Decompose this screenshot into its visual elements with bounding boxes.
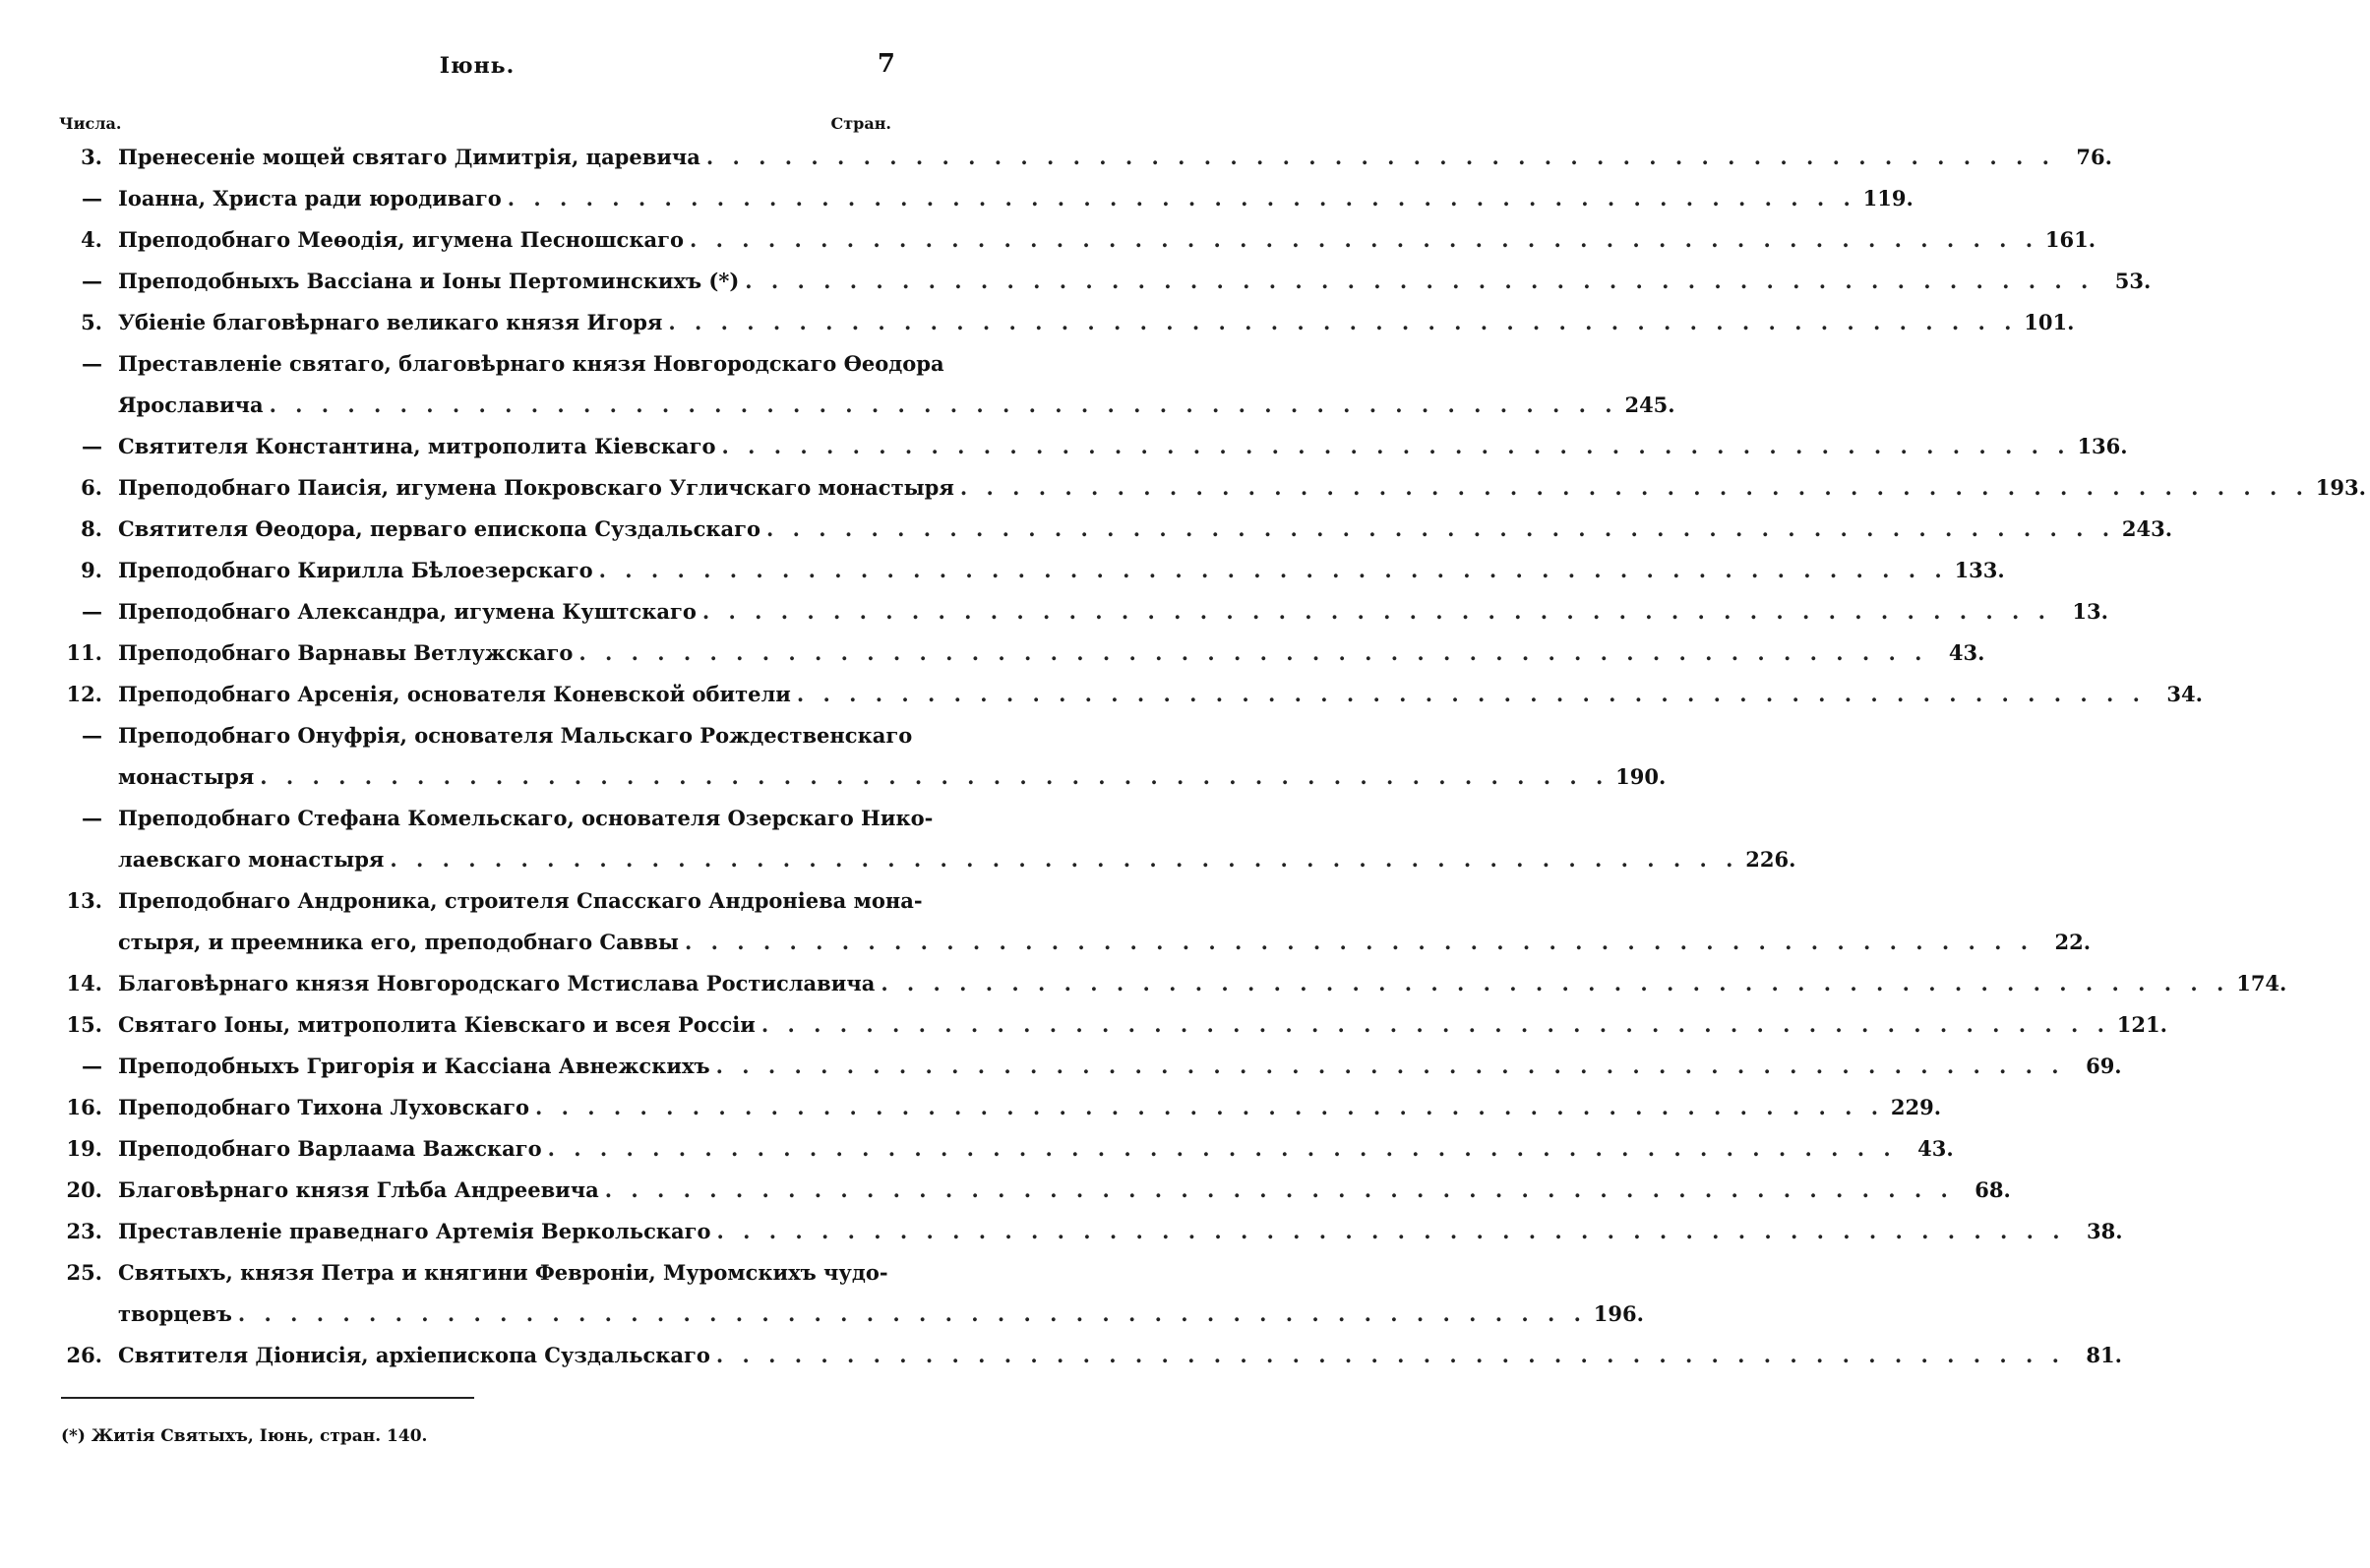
toc-entry (59, 590, 2108, 632)
column-heading-page: Стран. (830, 114, 891, 133)
entry-title: Святителя Діонисія, архіепископа Суздальскаго (118, 1342, 710, 1367)
dot-leader (797, 682, 2146, 706)
entry-day: 5. (81, 309, 102, 334)
footnote: (*) Житія Святыхъ, Іюнь, стран. 140. (61, 1426, 428, 1446)
entry-day: 6. (81, 474, 102, 500)
toc-entry (59, 136, 2112, 177)
dot-leader (548, 1136, 1897, 1161)
entry-line (59, 218, 2097, 260)
dot-leader (766, 516, 2115, 541)
entry-line (59, 1127, 1954, 1169)
toc-entry (59, 549, 2005, 590)
column-headings (59, 114, 895, 136)
entry-page-number: 13. (2072, 598, 2108, 624)
entry-title: Пренесеніе мощей святаго Димитрія, царевича (118, 144, 700, 169)
dot-leader (761, 1012, 2110, 1037)
entry-page-number: 245. (1624, 392, 1675, 417)
running-head (59, 47, 895, 87)
dot-leader (535, 1095, 1884, 1119)
entry-continuation-line (59, 384, 1675, 425)
entry-page-number: 229. (1890, 1094, 1942, 1119)
entry-line (59, 797, 934, 838)
toc-entry (59, 301, 2075, 342)
dot-leader (260, 764, 1609, 789)
entry-continuation-line (59, 755, 1667, 797)
dot-leader (270, 392, 1618, 417)
entry-day: 19. (66, 1135, 102, 1161)
entry-title: Святыхъ, князя Петра и княгини Февроніи, Муромскихъ чудо- (118, 1259, 888, 1285)
entry-page-number: 53. (2114, 268, 2152, 293)
entry-line (59, 1334, 2122, 1375)
dot-leader (717, 1219, 2066, 1243)
entry-page-number: 43. (1917, 1135, 1954, 1161)
dot-leader (599, 558, 1948, 582)
entry-day: — (82, 1053, 102, 1078)
entry-day: — (82, 805, 102, 830)
entry-line (59, 301, 2075, 342)
dot-leader (960, 475, 2309, 500)
toc-entry (59, 260, 2152, 301)
toc-entry (59, 466, 2366, 508)
entry-title: Преподобныхъ Григорія и Кассіана Авнежскихъ (118, 1053, 710, 1078)
entry-day: 15. (66, 1011, 102, 1037)
entry-page-number: 22. (2054, 929, 2092, 954)
dot-leader (508, 186, 1856, 211)
entry-title: Преподобнаго Паисія, игумена Покровскаго Угличскаго монастыря (118, 474, 954, 500)
entry-page-number: 43. (1948, 639, 1985, 665)
entry-day: 11. (66, 639, 102, 665)
entry-day: 23. (66, 1218, 102, 1243)
entry-line (59, 1169, 2011, 1210)
entry-page-number: 68. (1975, 1176, 2011, 1202)
entry-title: стыря, и преемника его, преподобнаго Саввы (118, 929, 679, 954)
entry-title: Іоанна, Христа ради юродиваго (118, 185, 502, 211)
entry-page-number: 136. (2077, 433, 2128, 458)
dot-leader (238, 1301, 1587, 1326)
dot-leader (605, 1177, 1954, 1202)
dot-leader (722, 434, 2071, 458)
entry-page-number: 121. (2116, 1011, 2167, 1037)
entry-day: 9. (81, 557, 102, 582)
dot-leader (881, 971, 2229, 995)
entry-title: Святаго Іоны, митрополита Кіевскаго и всея Россіи (118, 1011, 756, 1037)
entry-line (59, 962, 2287, 1003)
entry-page-number: 161. (2044, 226, 2097, 252)
dot-leader (685, 930, 2034, 954)
entry-continuation-line (59, 838, 1796, 879)
entry-day: 8. (81, 515, 102, 541)
entry-continuation-line (59, 921, 2092, 962)
entry-day: 14. (66, 970, 102, 995)
entry-page-number: 119. (1862, 185, 1914, 211)
footnote-rule (61, 1397, 474, 1399)
toc-entry (59, 879, 2092, 962)
entry-line (59, 673, 2203, 714)
entry-day: — (82, 185, 102, 211)
toc-entry (59, 1045, 2122, 1086)
entry-page-number: 196. (1593, 1300, 1644, 1326)
dot-leader (745, 269, 2094, 293)
entry-title: Святителя Ѳеодора, перваго епископа Суздальскаго (118, 515, 760, 541)
entry-title: творцевъ (118, 1300, 232, 1326)
entry-page-number: 243. (2121, 515, 2173, 541)
toc-entry (59, 1334, 2122, 1375)
column-heading-day: Числа. (59, 114, 122, 133)
entry-title: Святителя Константина, митрополита Кіевскаго (118, 433, 716, 458)
toc-entry (59, 1127, 1954, 1169)
entry-title: Благовѣрнаго князя Новгородскаго Мстислава Ростиславича (118, 970, 876, 995)
entry-title: Преставленіе праведнаго Артемія Веркольскаго (118, 1218, 711, 1243)
entry-title: Преставленіе святаго, благовѣрнаго князя Новгородскаго Ѳеодора (118, 350, 944, 376)
dot-leader (706, 145, 2055, 169)
entry-line (59, 1003, 2167, 1045)
toc-entry (59, 673, 2203, 714)
dot-leader (668, 310, 2017, 334)
table-of-contents (59, 136, 2366, 1375)
entry-title: монастыря (118, 763, 255, 789)
entry-line (59, 466, 2366, 508)
dot-leader (702, 599, 2051, 624)
entry-line (59, 177, 1914, 218)
toc-entry (59, 632, 1985, 673)
toc-entry (59, 177, 1914, 218)
section-title: Іюнь. (439, 53, 516, 79)
entry-title: Преподобнаго Арсенія, основателя Коневской обители (118, 681, 791, 706)
entry-day: — (82, 722, 102, 748)
entry-line (59, 425, 2128, 466)
dot-leader (690, 227, 2038, 252)
toc-entry (59, 342, 1675, 425)
entry-line (59, 1086, 1942, 1127)
entry-title: Преподобнаго Стефана Комельскаго, основателя Озерскаго Нико- (118, 805, 934, 830)
toc-entry (59, 508, 2173, 549)
entry-page-number: 76. (2076, 144, 2112, 169)
dot-leader (716, 1343, 2065, 1367)
entry-title: Преподобнаго Александра, игумена Куштскаго (118, 598, 697, 624)
entry-title: Убіеніе благовѣрнаго великаго князя Игоря (118, 309, 663, 334)
toc-entry (59, 1169, 2011, 1210)
entry-line (59, 714, 913, 755)
entry-page-number: 38. (2087, 1218, 2123, 1243)
entry-page-number: 190. (1615, 763, 1667, 789)
entry-title: Ярославича (118, 392, 264, 417)
entry-page-number: 69. (2086, 1053, 2122, 1078)
toc-entry (59, 425, 2128, 466)
entry-day: 25. (66, 1259, 102, 1285)
entry-day: 20. (66, 1176, 102, 1202)
toc-entry (59, 1086, 1942, 1127)
entry-line (59, 549, 2005, 590)
entry-title: Преподобнаго Варнавы Ветлужскаго (118, 639, 574, 665)
entry-title: Преподобнаго Меѳодія, игумена Песношскаго (118, 226, 684, 252)
toc-entry (59, 1251, 1644, 1334)
entry-title: лаевскаго монастыря (118, 846, 385, 872)
entry-page-number: 101. (2024, 309, 2075, 334)
entry-day: — (82, 433, 102, 458)
entry-day: 13. (66, 887, 102, 913)
entry-title: Преподобныхъ Вассіана и Іоны Пертоминскихъ (*) (118, 268, 740, 293)
dot-leader (578, 640, 1927, 665)
toc-entry (59, 1003, 2167, 1045)
entry-day: — (82, 350, 102, 376)
entry-page-number: 81. (2086, 1342, 2122, 1367)
entry-page-number: 193. (2315, 474, 2366, 500)
entry-page-number: 226. (1745, 846, 1796, 872)
entry-title: Благовѣрнаго князя Глѣба Андреевича (118, 1176, 599, 1202)
toc-entry (59, 1210, 2123, 1251)
dot-leader (716, 1054, 2065, 1078)
entry-line (59, 632, 1985, 673)
entry-day: — (82, 268, 102, 293)
entry-title: Преподобнаго Тихона Луховскаго (118, 1094, 530, 1119)
toc-entry (59, 218, 2097, 260)
entry-page-number: 133. (1954, 557, 2005, 582)
entry-day: 16. (66, 1094, 102, 1119)
dot-leader (390, 847, 1738, 872)
entry-day: 12. (66, 681, 102, 706)
entry-line (59, 879, 923, 921)
entry-title: Преподобнаго Варлаама Важскаго (118, 1135, 542, 1161)
entry-line (59, 342, 944, 384)
page-number: 7 (877, 49, 895, 79)
entry-continuation-line (59, 1293, 1644, 1334)
entry-day: — (82, 598, 102, 624)
entry-line (59, 136, 2112, 177)
entry-page-number: 174. (2236, 970, 2287, 995)
entry-title: Преподобнаго Кирилла Бѣлоезерскаго (118, 557, 593, 582)
entry-line (59, 260, 2152, 301)
entry-day: 3. (81, 144, 102, 169)
entry-line (59, 1210, 2123, 1251)
toc-entry (59, 962, 2287, 1003)
toc-entry (59, 797, 1796, 879)
entry-line (59, 508, 2173, 549)
entry-day: 4. (81, 226, 102, 252)
entry-line (59, 1045, 2122, 1086)
entry-title: Преподобнаго Андроника, строителя Спасскаго Андроніева мона- (118, 887, 923, 913)
entry-title: Преподобнаго Онуфрія, основателя Мальскаго Рождественскаго (118, 722, 913, 748)
entry-page-number: 34. (2166, 681, 2203, 706)
toc-entry (59, 714, 1667, 797)
entry-day: 26. (66, 1342, 102, 1367)
entry-line (59, 1251, 895, 1293)
entry-line (59, 590, 2108, 632)
